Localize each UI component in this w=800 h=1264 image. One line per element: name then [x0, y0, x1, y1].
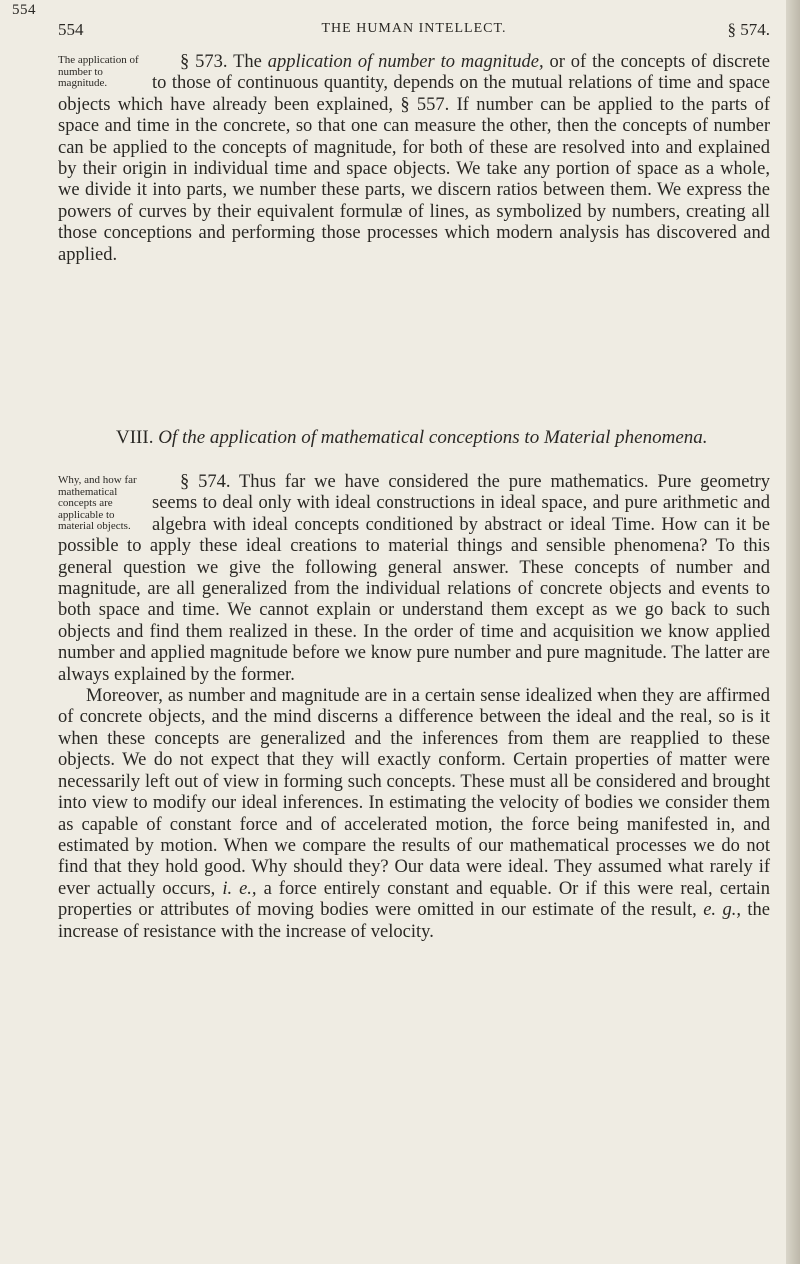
eg-abbrev: e. g.,: [703, 900, 741, 921]
header-section-ref: § 574.: [727, 20, 770, 39]
header-running-title: THE HUMAN INTELLECT.: [321, 21, 507, 36]
text-574-2-end: the increase of resistance with the increase of velocity.: [58, 900, 771, 942]
paragraph-574-1: [58, 472, 770, 686]
side-note-573: The application of number to magnitude.: [58, 54, 139, 89]
chapter-title: Of the application of mathematical conceptions to Material phenomena.: [158, 427, 708, 448]
lead-573: The: [233, 52, 262, 72]
section-mark-574: § 574.: [180, 472, 231, 492]
text-573: or of the concepts of discrete to those of continuous quantity, depends on the mutual relations of time and space objects which have already been explained, § 557. If number can be applied to the parts of space and time in the concrete, so that one can measure the other, then the concepts of number can be applied to the concepts of magnitude, for both of these are resolved into and explained by their origin in individual time and space objects. We take any portion of space as a whole, we divide it into parts, we number these parts, we discern ratios between them. We express the powers of curves by their equivalent formulæ of lines, as symbolized by numbers, creating all those conceptions and performing those processes which modern analysis has discovered and applied.: [58, 52, 770, 265]
chapter-roman: VIII.: [116, 427, 154, 448]
chapter-heading: [58, 427, 770, 449]
paragraph-573: [58, 52, 770, 266]
header-page-number: 554: [58, 20, 84, 39]
text-574-2: Moreover, as number and magnitude are in a certain sense idealized when they are affirmed of concrete objects, and the mind discerns a difference between the ideal and the real, so is it when these concepts are generalized and the inferences from them are reapplied to these objects. We do not expect that they will exactly conform. Certain properties of matter were necessarily left out of view in forming such concepts. These must all be considered and brought into view to modify our ideal inferences. In estimating the velocity of bodies we consider them as capable of constant force and of accelerated motion, the force being manifested in, and estimated by motion. When we compare the results of our mathematical processes we do not find that they hold good. Why should they? Our data were ideal. They assumed what rarely if ever actually occurs,: [58, 686, 770, 899]
text-574-1: Thus far we have considered the pure mathematics. Pure geometry seems to deal only with ideal constructions in ideal space, and pure arithmetic and algebra with ideal concepts conditioned by abstract or ideal Time. How can it be possible to apply these ideal creations to material things and sensible phenomena? To this general question we give the following general answer. These concepts of number and magnitude, are all generalized from the individual relations of concrete objects and events to both space and time. We cannot explain or understand them except as we go back to such objects and find them realized in these. In the order of time and acquisition we know applied number and applied magnitude before we know pure number and pure magnitude. The latter are always explained by the former.: [58, 472, 770, 685]
italic-lead-573: application of number to magnitude,: [267, 52, 544, 72]
section-mark-573: § 573.: [180, 52, 228, 72]
side-note-574: Why, and how far mathematical concepts are applicable to material objects.: [58, 474, 137, 532]
corner-page-number: 554: [12, 2, 36, 18]
section-573: [58, 52, 770, 266]
text-574-2-cont: a force entirely constant and equable. Or if this were real, certain properties or attributes of moving bodies were omitted in our estimate of the result,: [58, 878, 771, 921]
running-header: [58, 20, 770, 42]
section-574: [58, 472, 770, 943]
ie-abbrev: i. e.,: [222, 878, 257, 899]
page-edge: [786, 0, 800, 1264]
paragraph-574-2: [58, 686, 770, 943]
